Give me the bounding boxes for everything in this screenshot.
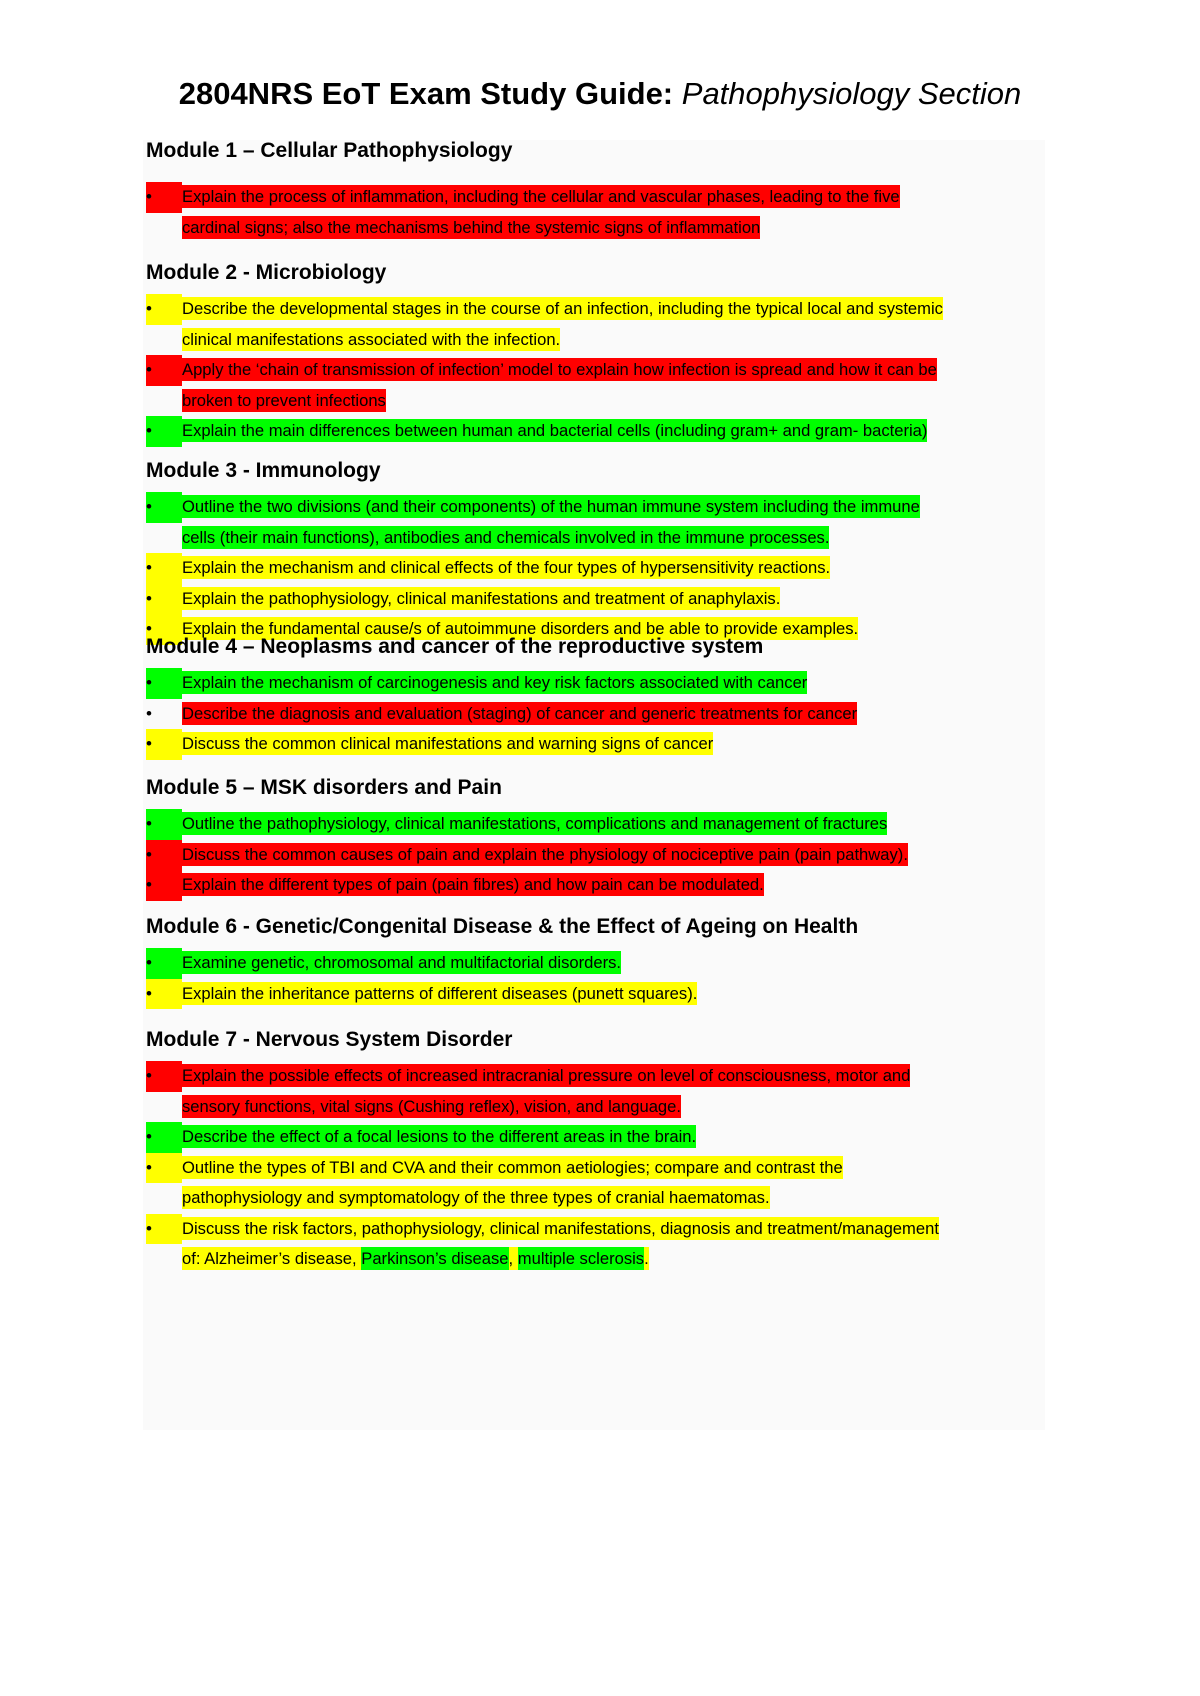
module-items — [146, 182, 1046, 243]
item-text-line: Explain the fundamental cause/s of autoimmune disorders and be able to provide examples. — [182, 619, 859, 638]
bullet-icon: • — [146, 355, 182, 386]
bullet-icon: • — [146, 668, 182, 699]
module-3 — [146, 458, 1046, 645]
bullet-icon: • — [146, 584, 182, 615]
list-item — [146, 584, 1046, 615]
module-heading: Module 4 – Neoplasms and cancer of the reproductive system — [146, 635, 764, 658]
item-text-line: Describe the effect of a focal lesions to the different areas in the brain. — [182, 1127, 697, 1146]
list-item — [146, 492, 1046, 553]
item-text-line: broken to prevent infections — [182, 390, 386, 410]
list-item — [146, 553, 1046, 584]
bullet-icon: • — [146, 1153, 182, 1184]
bullet-icon: • — [146, 809, 182, 840]
list-item — [146, 809, 1046, 840]
list-item — [146, 948, 1046, 979]
module-items — [146, 492, 1046, 645]
list-item — [146, 729, 1046, 760]
item-text-line: clinical manifestations associated with the infection. — [182, 329, 561, 349]
item-text-line: Examine genetic, chromosomal and multifactorial disorders. — [182, 953, 622, 972]
list-item — [146, 182, 1046, 243]
bullet-icon: • — [146, 979, 182, 1010]
bullet-icon: • — [146, 1214, 182, 1245]
bullet-icon: • — [146, 840, 182, 871]
item-text-line: Describe the diagnosis and evaluation (staging) of cancer and generic treatments for cancer — [182, 703, 858, 723]
item-text-line: Discuss the risk factors, pathophysiology, clinical manifestations, diagnosis and treatment/management — [182, 1218, 939, 1238]
item-text-segment: . — [644, 1249, 649, 1268]
module-7 — [146, 1027, 1046, 1275]
module-heading: Module 6 - Genetic/Congenital Disease & the Effect of Ageing on Health — [146, 915, 859, 938]
list-item — [146, 416, 1046, 447]
bullet-icon: • — [146, 294, 182, 325]
list-item — [146, 979, 1046, 1010]
module-1 — [146, 138, 1046, 243]
bullet-icon: • — [146, 182, 182, 213]
item-text-line: Discuss the common clinical manifestations and warning signs of cancer — [182, 734, 714, 753]
module-items — [146, 809, 1046, 901]
bullet-icon: • — [146, 703, 152, 723]
module-heading: Module 5 – MSK disorders and Pain — [146, 776, 502, 799]
item-text-line: Apply the ‘chain of transmission of infection’ model to explain how infection is spread and how it can be — [182, 360, 937, 379]
module-items — [146, 948, 1046, 1009]
list-item — [146, 355, 1046, 416]
module-heading: Module 7 - Nervous System Disorder — [146, 1028, 513, 1051]
bullet-icon: • — [146, 729, 182, 760]
item-text-line: Explain the main differences between human and bacterial cells (including gram+ and gram- bacteria) — [182, 421, 928, 440]
bullet-icon: • — [146, 1122, 182, 1153]
list-item — [146, 1061, 1046, 1122]
item-text-line: Explain the process of inflammation, including the cellular and vascular phases, leading to the five — [182, 187, 900, 206]
item-text-line: Explain the different types of pain (pain fibres) and how pain can be modulated. — [182, 875, 764, 894]
item-text-line: Explain the mechanism of carcinogenesis and key risk factors associated with cancer — [182, 673, 808, 692]
bullet-icon: • — [146, 492, 182, 523]
module-items — [146, 1061, 1046, 1275]
module-items — [146, 668, 1046, 760]
item-text-line: Explain the pathophysiology, clinical manifestations and treatment of anaphylaxis. — [182, 588, 781, 608]
item-text-line: Explain the mechanism and clinical effects of the four types of hypersensitivity reactions. — [182, 558, 831, 577]
item-text-line: Outline the pathophysiology, clinical manifestations, complications and management of fractures — [182, 814, 888, 833]
bullet-icon: • — [146, 614, 182, 645]
module-items — [146, 294, 1046, 447]
item-text-line: cardinal signs; also the mechanisms behind the systemic signs of inflammation — [182, 217, 761, 237]
list-item — [146, 1153, 1046, 1214]
list-item — [146, 699, 1046, 730]
list-item — [146, 668, 1046, 699]
module-heading: Module 3 - Immunology — [146, 459, 381, 482]
item-text-segment: Parkinson’s disease — [361, 1249, 509, 1268]
item-text-line: cells (their main functions), antibodies and chemicals involved in the immune processes. — [182, 527, 830, 547]
list-item — [146, 870, 1046, 901]
document-title — [0, 76, 1200, 112]
bullet-icon: • — [146, 416, 182, 447]
module-4 — [146, 634, 1046, 760]
title-italic: Pathophysiology Section — [681, 76, 1022, 111]
item-text-segment: multiple sclerosis — [517, 1249, 645, 1268]
item-text-line: Describe the developmental stages in the course of an infection, including the typical local and systemic — [182, 299, 943, 318]
list-item — [146, 1214, 1046, 1275]
item-text-line: Outline the types of TBI and CVA and their common aetiologies; compare and contrast the — [182, 1157, 843, 1177]
item-text-line: Explain the inheritance patterns of different diseases (punett squares). — [182, 983, 698, 1003]
module-6 — [146, 914, 1046, 1009]
item-text-line: Outline the two divisions (and their components) of the human immune system including the immune — [182, 497, 920, 516]
item-text-line: Discuss the common causes of pain and explain the physiology of nociceptive pain (pain pathway). — [182, 844, 908, 864]
bullet-icon: • — [146, 870, 182, 901]
item-text-line: sensory functions, vital signs (Cushing reflex), vision, and language. — [182, 1096, 681, 1116]
module-2 — [146, 260, 1046, 447]
item-text-segment: , — [508, 1249, 518, 1268]
module-heading: Module 2 - Microbiology — [146, 261, 387, 284]
bullet-icon: • — [146, 553, 182, 584]
list-item — [146, 840, 1046, 871]
module-5 — [146, 775, 1046, 901]
module-heading: Module 1 – Cellular Pathophysiology — [146, 139, 513, 162]
bullet-icon: • — [146, 948, 182, 979]
title-bold: 2804NRS EoT Exam Study Guide: — [178, 76, 674, 111]
list-item — [146, 1122, 1046, 1153]
list-item — [146, 294, 1046, 355]
item-text-line: pathophysiology and symptomatology of the three types of cranial haematomas. — [182, 1188, 770, 1207]
item-text-segment: of: Alzheimer’s disease, — [182, 1249, 362, 1268]
item-text-line: Explain the possible effects of increased intracranial pressure on level of consciousness, motor and — [182, 1066, 911, 1085]
bullet-icon: • — [146, 1061, 182, 1092]
